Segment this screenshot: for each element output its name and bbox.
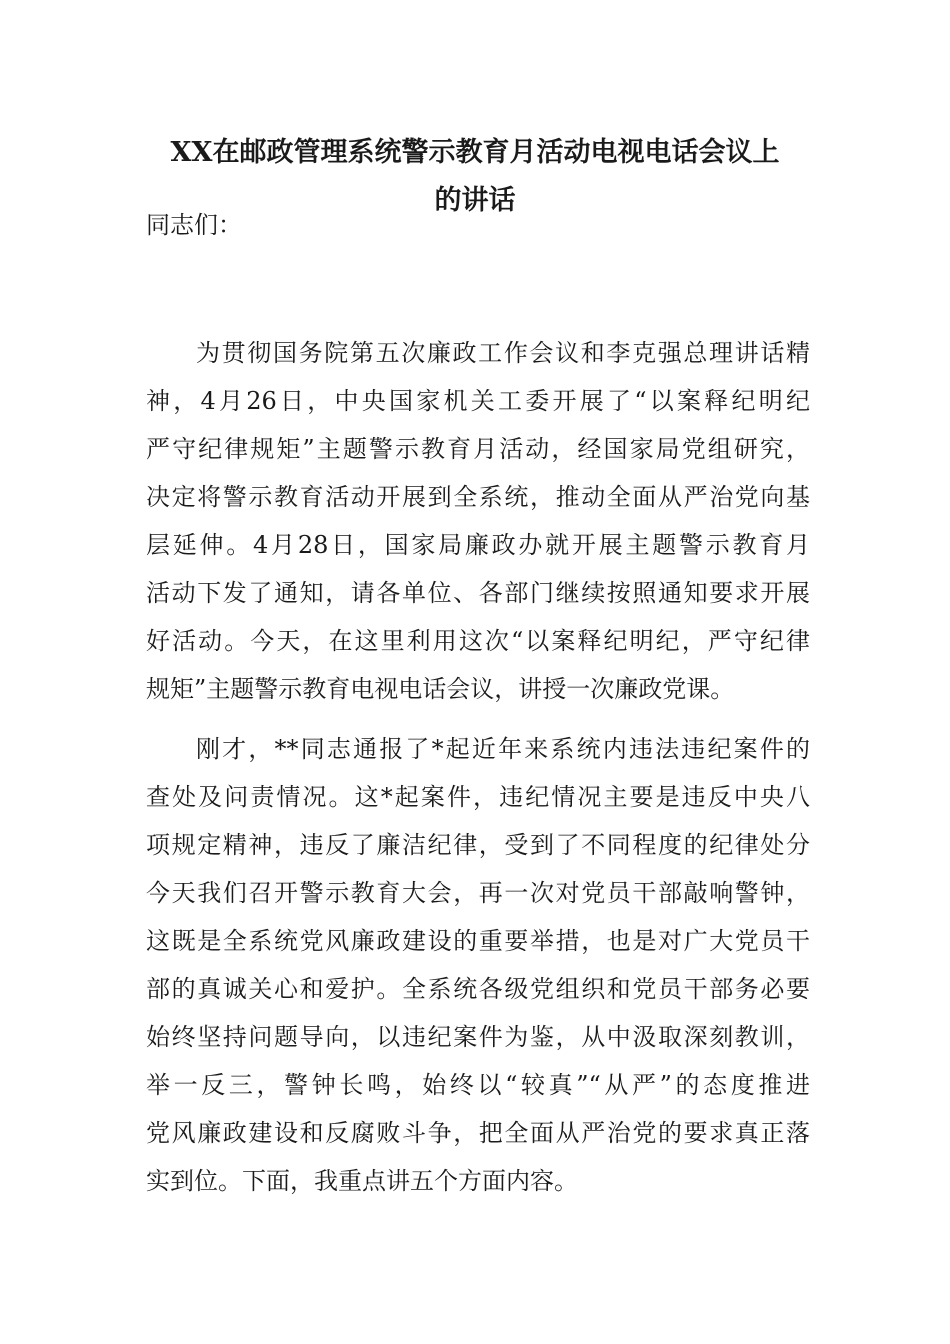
paragraph-line: 神，4月26日，中央国家机关工委开展了“以案释纪明纪 [146,387,810,415]
paragraph-line: 始终坚持问题导向，以违纪案件为鉴，从中汲取深刻教训， [146,1023,810,1051]
paragraph-line: 规矩”主题警示教育电视电话会议，讲授一次廉政党课。 [146,675,735,703]
paragraph-line: 部的真诚关心和爱护。全系统各级党组织和党员干部务必要 [146,975,810,1003]
paragraph-line: 今天我们召开警示教育大会，再一次对党员干部敲响警钟， [146,879,810,907]
paragraph-line: 严守纪律规矩”主题警示教育月活动，经国家局党组研究， [146,435,810,463]
document-title-line-1: XX在邮政管理系统警示教育月活动电视电话会议上 [170,137,780,168]
paragraph-line: 刚才，**同志通报了*起近年来系统内违法违纪案件的 [196,735,810,763]
paragraph-line: 这既是全系统党风廉政建设的重要举措，也是对广大党员干 [146,927,810,955]
paragraph-line: 决定将警示教育活动开展到全系统，推动全面从严治党向基 [146,483,810,511]
paragraph-line: 举一反三，警钟长鸣，始终以“较真”“从严”的态度推进 [146,1071,810,1099]
document-title-line-2: 的讲话 [434,185,516,216]
paragraph-line: 实到位。下面，我重点讲五个方面内容。 [146,1167,578,1195]
paragraph-1 [146,329,810,713]
paragraph-2 [146,725,810,1205]
paragraph-line: 项规定精神，违反了廉洁纪律，受到了不同程度的纪律处分 [146,831,810,859]
paragraph-line: 为贯彻国务院第五次廉政工作会议和李克强总理讲话精 [196,339,810,367]
paragraph-line: 党风廉政建设和反腐败斗争，把全面从严治党的要求真正落 [146,1119,810,1147]
paragraph-line: 层延伸。4月28日，国家局廉政办就开展主题警示教育月 [146,531,810,559]
paragraph-line: 查处及问责情况。这*起案件，违纪情况主要是违反中央八 [146,783,810,811]
paragraph-line: 好活动。今天，在这里利用这次“以案释纪明纪，严守纪律 [146,627,810,655]
paragraph-line: 活动下发了通知，请各单位、各部门继续按照通知要求开展 [146,579,810,607]
salutation: 同志们： [146,211,242,239]
